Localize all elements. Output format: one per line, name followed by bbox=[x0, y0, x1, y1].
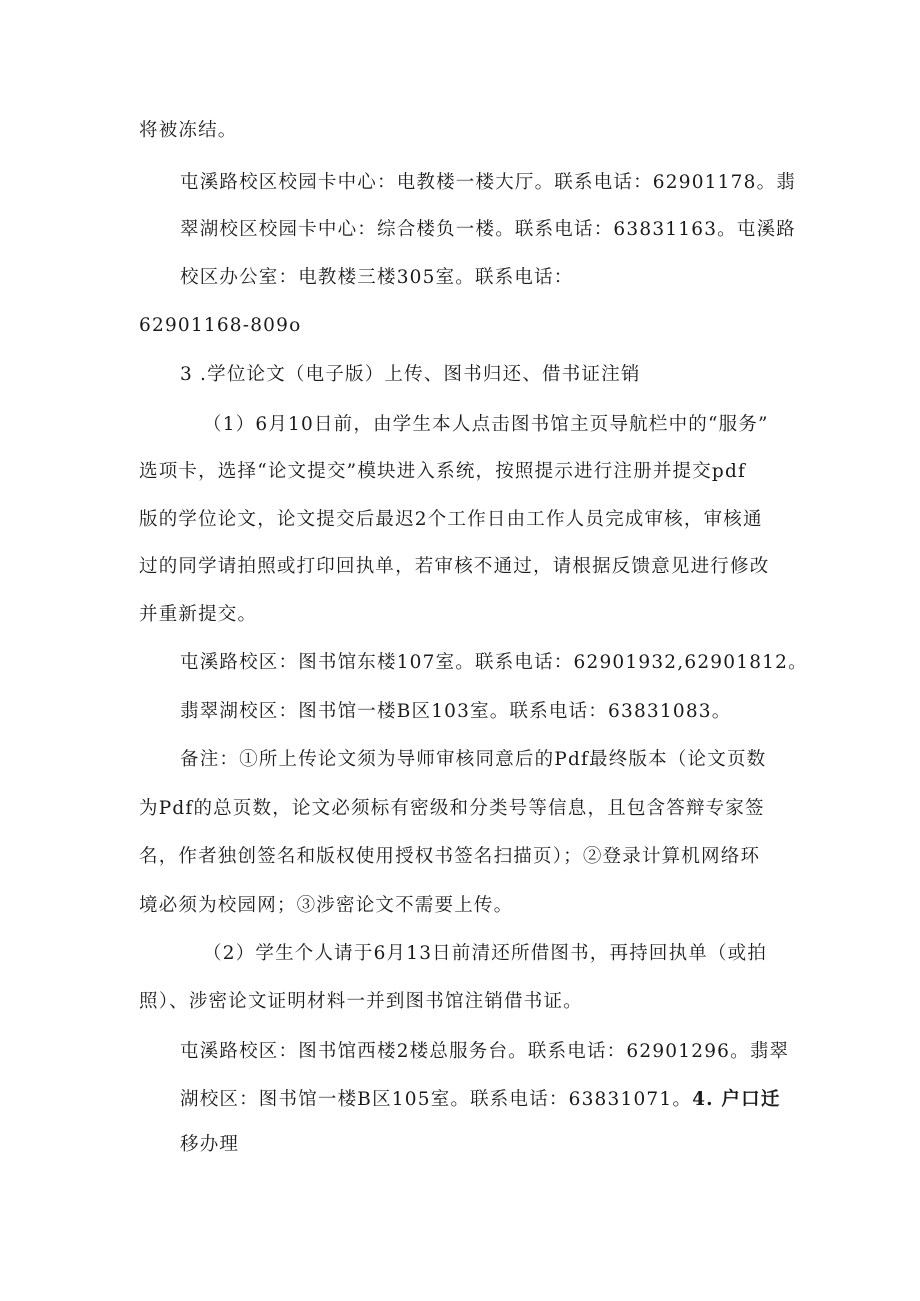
section-heading-end: 移办理 bbox=[180, 1134, 240, 1155]
text-line: 屯溪路校区校园卡中心：电教楼一楼大厅。联系电话：62901178。翡 bbox=[180, 172, 796, 193]
text-line: 过的同学请拍照或打印回执单，若审核不通过，请根据反馈意见进行修改 bbox=[139, 556, 770, 577]
note-line: 名，作者独创签名和版权使用授权书签名扫描页）；②登录计算机网络环 bbox=[139, 846, 761, 867]
text-line: 屯溪路校区：图书馆西楼2楼总服务台。联系电话：62901296。翡翠 bbox=[180, 1041, 790, 1062]
text-line: 将被冻结。 bbox=[139, 120, 238, 141]
text-line: 校区办公室：电教楼三楼305室。联系电话： bbox=[180, 267, 574, 288]
text-line: 选项卡，选择“论文提交”模块进入系统，按照提示进行注册并提交pdf bbox=[139, 461, 747, 482]
section-heading-start: 4. 户口迁 bbox=[692, 1089, 781, 1110]
text-line: 翡翠湖校区：图书馆一楼B区103室。联系电话：63831083。 bbox=[180, 701, 732, 722]
text-line: 湖校区：图书馆一楼B区105室。联系电话：63831071。 bbox=[180, 1089, 693, 1110]
text-line: 屯溪路校区：图书馆东楼107室。联系电话：62901932,62901812。 bbox=[180, 652, 808, 673]
note-line: 境必须为校园网；③涉密论文不需要上传。 bbox=[139, 895, 514, 916]
text-line: 翠湖校区校园卡中心：综合楼负一楼。联系电话：63831163。屯溪路 bbox=[180, 219, 796, 240]
text-line-prefix bbox=[180, 1088, 781, 1112]
note-line: 备注：①所上传论文须为导师审核同意后的Pdf最终版本（论文页数 bbox=[180, 749, 767, 770]
text-line: 并重新提交。 bbox=[139, 604, 258, 625]
text-line: （1）6月10日前，由学生本人点击图书馆主页导航栏中的“服务” bbox=[203, 414, 769, 435]
text-line: 照）、涉密论文证明材料一并到图书馆注销借书证。 bbox=[139, 991, 583, 1012]
text-line: 版的学位论文，论文提交后最迟2个工作日由工作人员完成审核，审核通 bbox=[139, 509, 763, 530]
text-line: 62901168-809o bbox=[139, 315, 302, 336]
text-line: （2）学生个人请于6月13日前清还所借图书，再持回执单（或拍 bbox=[203, 943, 768, 964]
note-line: 为Pdf的总页数，论文必须标有密级和分类号等信息，且包含答辩专家签 bbox=[139, 798, 765, 819]
section-heading: 3 .学位论文（电子版）上传、图书归还、借书证注销 bbox=[180, 364, 641, 385]
